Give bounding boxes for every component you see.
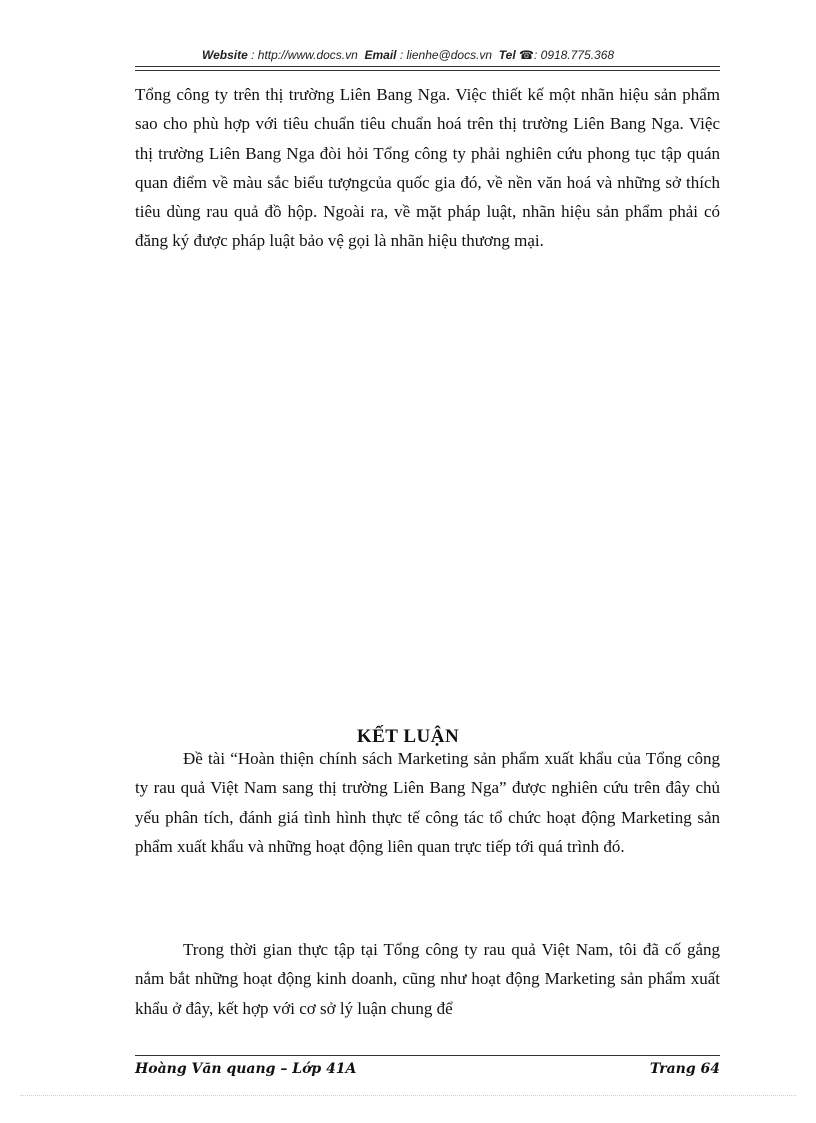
email-address[interactable]: lienhe@docs.vn (406, 48, 493, 62)
footer-rule (135, 1055, 720, 1056)
footer-author: Hoàng Văn quang – Lớp 41A (135, 1061, 357, 1077)
footer-page-number: Trang 64 (649, 1061, 720, 1077)
tel-label: Tel (498, 48, 516, 62)
header-rule-top (135, 66, 720, 67)
conclusion-title: KẾT LUẬN (356, 726, 460, 747)
phone-icon: ☎ (519, 48, 534, 62)
conclusion-paragraph-1: Đề tài “Hoàn thiện chính sách Marketing sản phẩm xuất khẩu của Tổng công ty rau quả Việt Nam sang thị trường Liên Bang Nga” được nghiên cứu trên đây chủ yếu phân tích, đánh giá tình hình thực tế công tác tổ chức hoạt động Marketing sản phẩm xuất khẩu và những hoạt động liên quan trực tiếp tới quá trình đó. (135, 749, 720, 856)
website-url[interactable]: http://www.docs.vn (257, 48, 358, 62)
website-label: Website (201, 48, 248, 62)
header-rule-bottom (135, 70, 720, 71)
tel-number: 0918.775.368 (540, 48, 615, 62)
continuation-paragraph: Tổng công ty trên thị trường Liên Bang Nga. Việc thiết kế một nhãn hiệu sản phẩm sao cho phù hợp với tiêu chuẩn tiêu chuẩn hoá trên thị trường Liên Bang Nga. Việc thị trường Liên Bang Nga đòi hỏi Tổng công ty phải nghiên cứu phong tục tập quán quan điểm về màu sắc biểu tượngcủa quốc gia đó, về nền văn hoá và những sở thích tiêu dùng rau quả đồ hộp. Ngoài ra, về mặt pháp luật, nhãn hiệu sản phẩm phải có đăng ký được pháp luật bảo vệ gọi là nhãn hiệu thương mại. (135, 85, 720, 251)
page-header: Website : http://www.docs.vn Email : lienhe@docs.vn Tel ☎: 0918.775.368 (201, 48, 615, 62)
email-label: Email (364, 48, 397, 62)
page-edge-dotted-line (20, 1095, 796, 1096)
conclusion-paragraph-2: Trong thời gian thực tập tại Tổng công ty rau quả Việt Nam, tôi đã cố gắng nắm bắt những hoạt động kinh doanh, cũng như hoạt động Marketing sản phẩm xuất khẩu ở đây, kết hợp với cơ sở lý luận chung để (135, 940, 720, 1018)
